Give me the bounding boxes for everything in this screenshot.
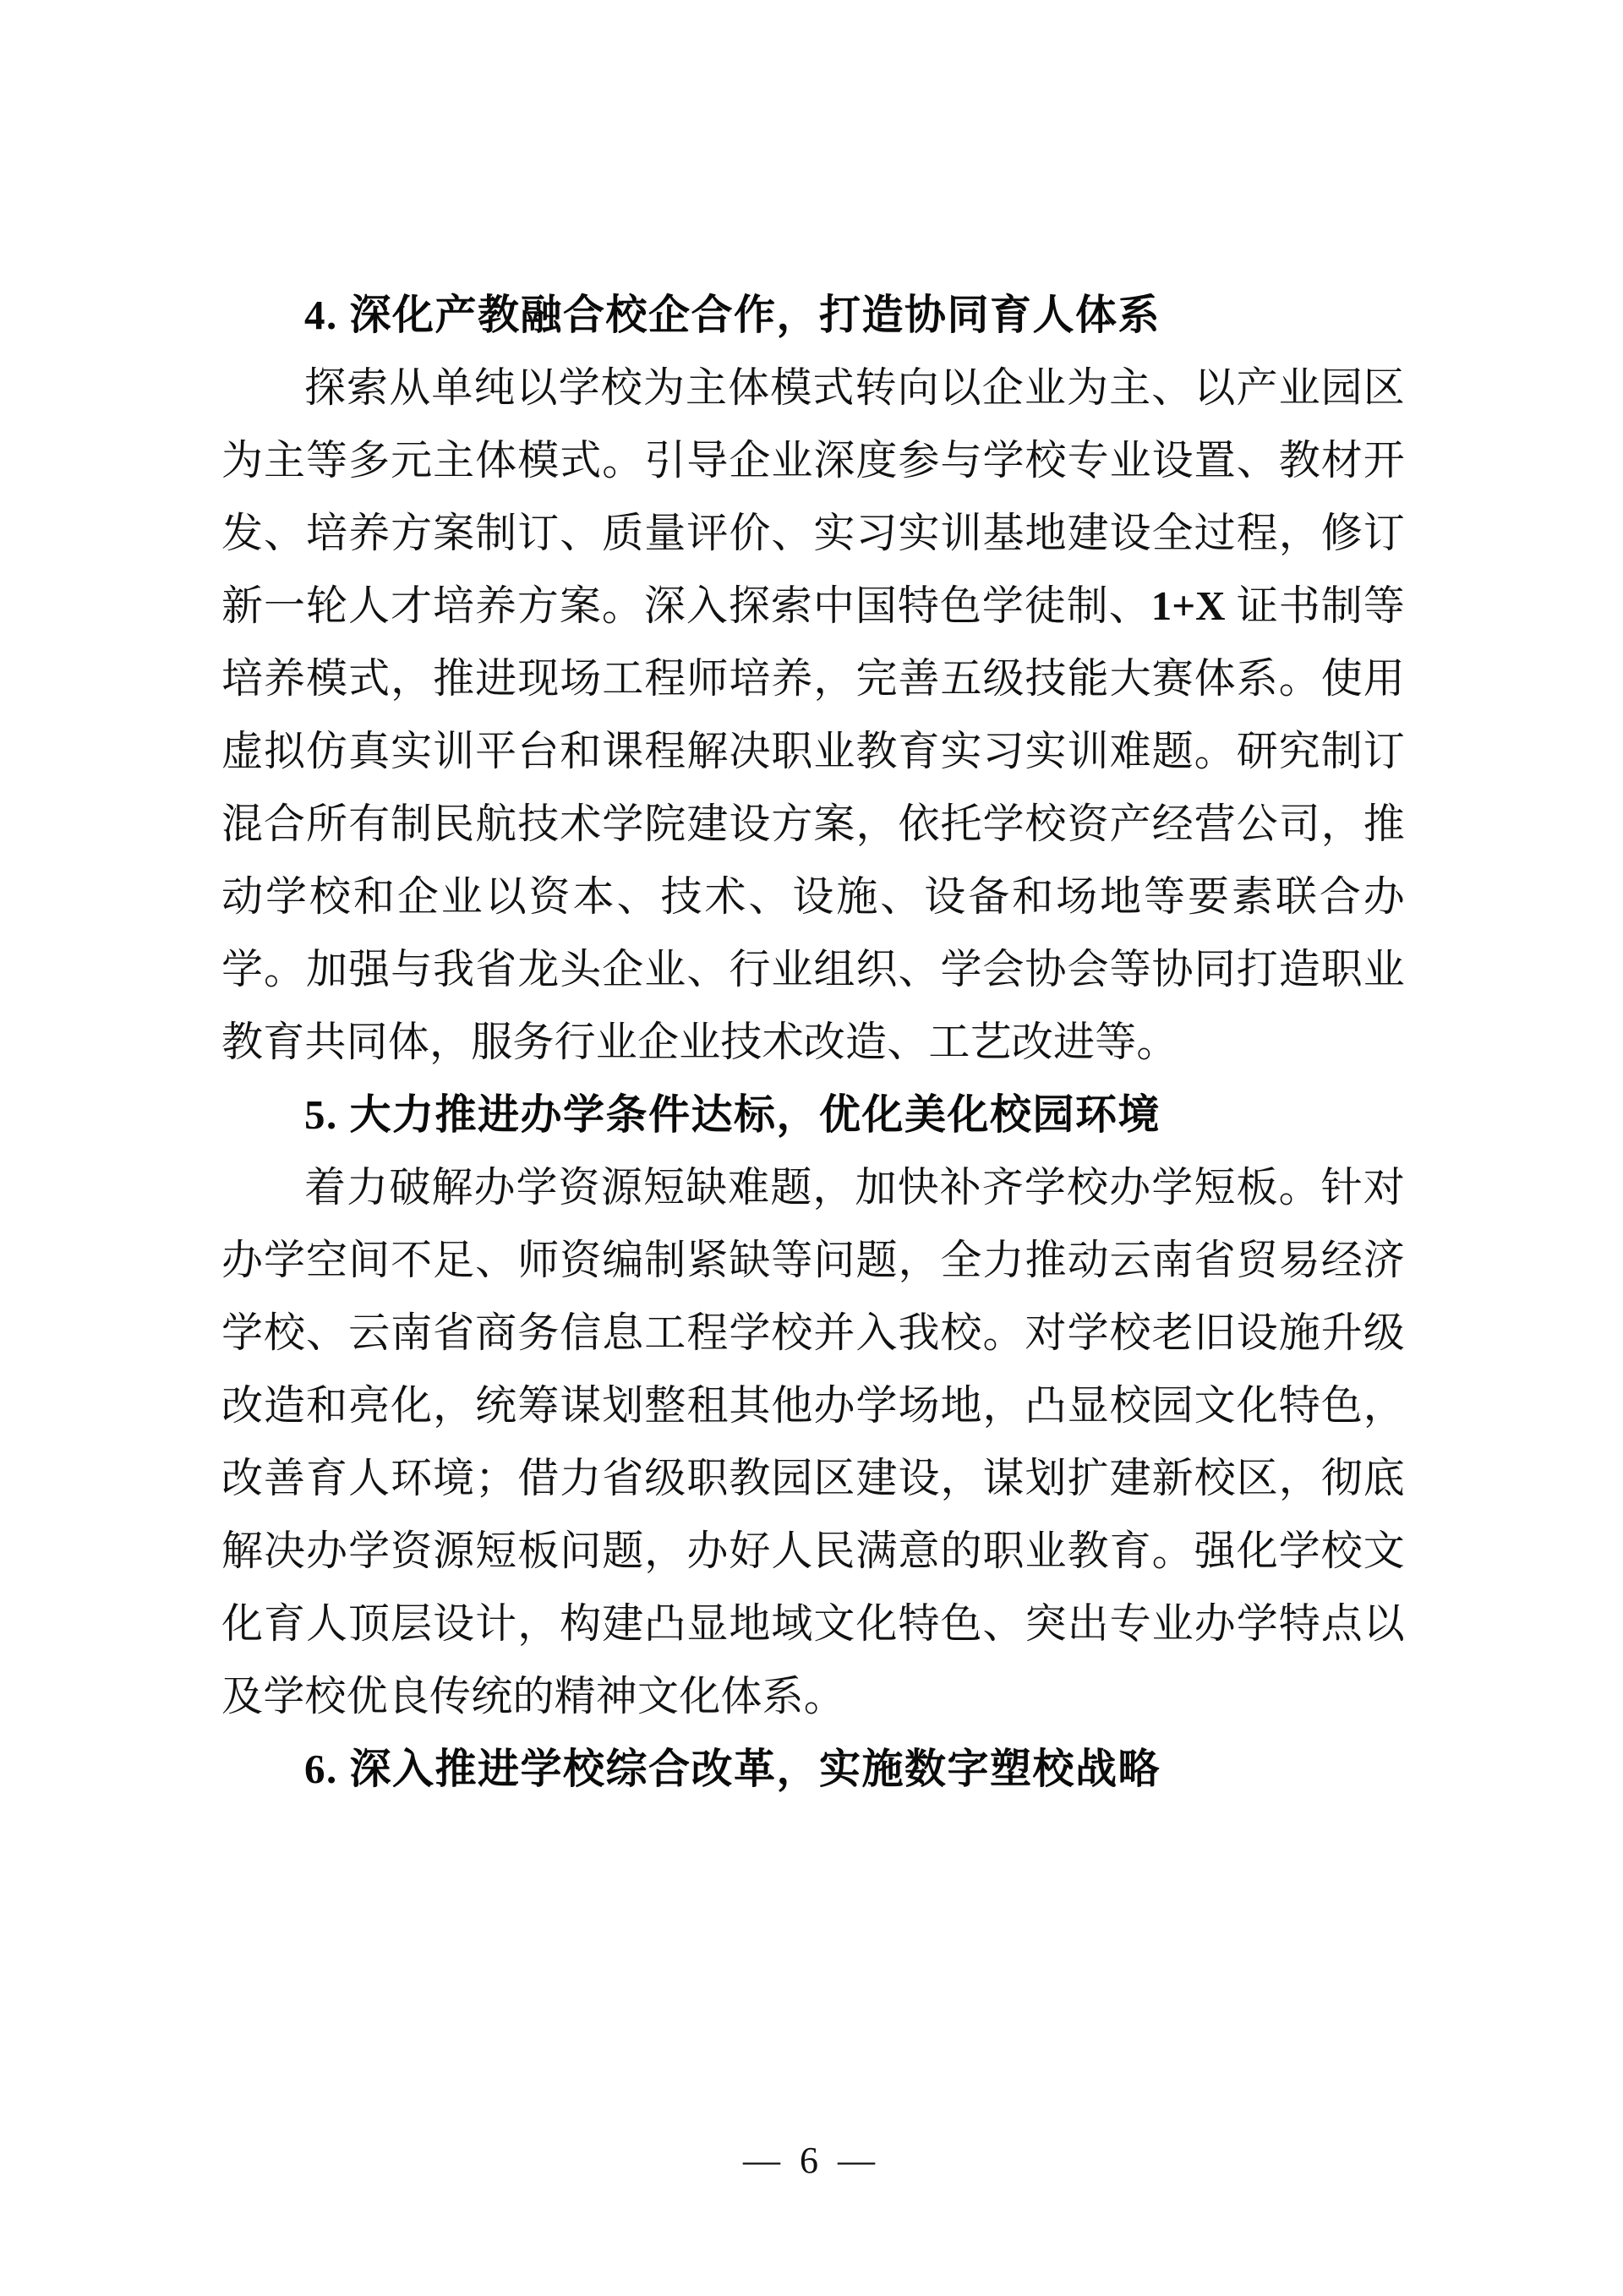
paragraph-text-after-latin: 证书制等培养模式，推进现场工程师培养，完善五级技能大赛体系。使用虚拟仿真实训平台和课程解决职业教育实习实训难题。研究制订混合所有制民航技术学院建设方案，依托学校资产经营公司，推动学校和企业以资本、技术、设施、设备和场地等要素联合办学。加强与我省龙头企业、行业组织、学会协会等协同打造职业教育共同体，服务行业企业技术改造、工艺改进等。 xyxy=(221,582,1405,1065)
page-content xyxy=(221,279,1405,1806)
page-number-footer: — 6 — xyxy=(743,2140,880,2181)
paragraph-text-before-latin: 探索从单纯以学校为主体模式转向以企业为主、以产业园区为主等多元主体模式。引导企业深度参与学校专业设置、教材开发、培养方案制订、质量评价、实习实训基地建设全过程，修订新一轮人才培养方案。深入探索中国特色学徒制、 xyxy=(221,364,1405,629)
section-5-paragraph: 着力破解办学资源短缺难题，加快补齐学校办学短板。针对办学空间不足、师资编制紧缺等问题，全力推动云南省贸易经济学校、云南省商务信息工程学校并入我校。对学校老旧设施升级改造和亮化，统筹谋划整租其他办学场地，凸显校园文化特色，改善育人环境；借力省级职教园区建设，谋划扩建新校区，彻底解决办学资源短板问题，办好人民满意的职业教育。强化学校文化育人顶层设计，构建凸显地域文化特色、突出专业办学特点以及学校优良传统的精神文化体系。 xyxy=(221,1164,1405,1719)
section-4-paragraph xyxy=(221,352,1405,1079)
standard-code-1plusx: 1+X xyxy=(1150,582,1226,629)
section-heading-6: 6. 深入推进学校综合改革，实施数字塑校战略 xyxy=(304,1746,1161,1792)
section-heading-4: 4. 深化产教融合校企合作，打造协同育人体系 xyxy=(304,292,1161,338)
section-heading-5: 5. 大力推进办学条件达标，优化美化校园环境 xyxy=(304,1091,1161,1138)
